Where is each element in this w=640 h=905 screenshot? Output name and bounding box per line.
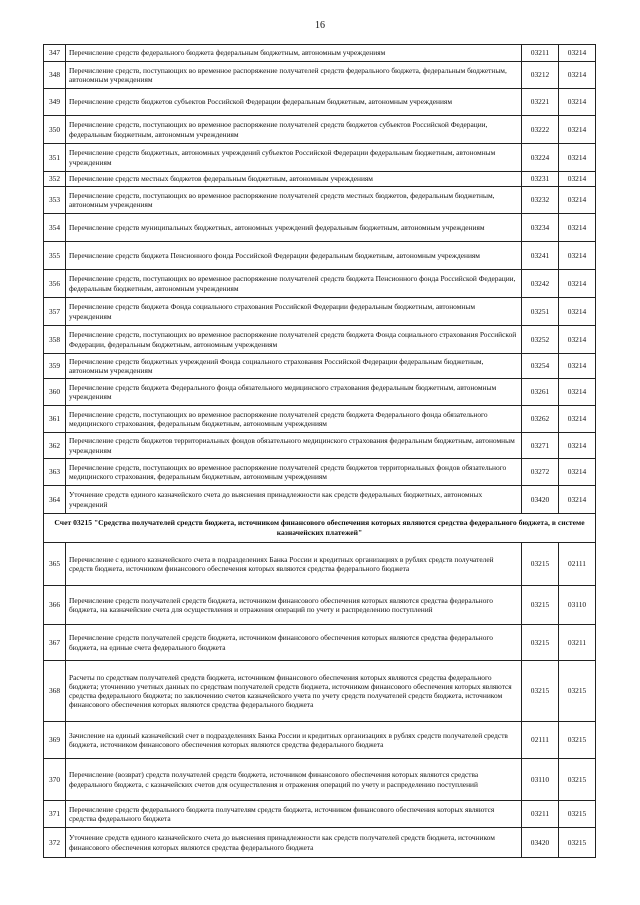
row-number: 349 (44, 89, 66, 116)
credit-code: 03215 (559, 801, 596, 828)
row-number: 356 (44, 270, 66, 298)
row-description: Уточнение средств единого казначейского счета до выяснения принадлежности как средств федеральных бюджетных, автономных учреждений (66, 486, 522, 514)
table-row (44, 759, 596, 801)
row-number: 353 (44, 187, 66, 214)
row-description: Перечисление средств муниципальных бюджетных, автономных учреждений федеральным бюджетным, автономным учреждениям (66, 214, 522, 242)
table-row (44, 433, 596, 459)
credit-code: 03214 (559, 242, 596, 270)
row-number: 368 (44, 661, 66, 722)
debit-code: 03241 (522, 242, 559, 270)
table-row (44, 89, 596, 116)
row-number: 350 (44, 116, 66, 144)
accounts-table (43, 44, 596, 858)
table-row (44, 144, 596, 172)
table-row (44, 172, 596, 187)
section-header-row (44, 514, 596, 543)
row-number: 359 (44, 354, 66, 379)
table-row (44, 459, 596, 486)
credit-code: 03214 (559, 433, 596, 459)
row-description: Перечисление средств получателей средств бюджета, источником финансового обеспечения которых являются средства федерального бюджета, на единые счета федерального бюджета (66, 625, 522, 661)
row-number: 367 (44, 625, 66, 661)
credit-code: 03214 (559, 354, 596, 379)
row-description: Уточнение средств единого казначейского счета до выяснения принадлежности как средств получателей средств бюджета, источником финансового обеспечения которых являются средства федерального бюджета (66, 828, 522, 858)
credit-code: 03215 (559, 722, 596, 759)
table-body-main (44, 45, 596, 514)
table-row (44, 187, 596, 214)
debit-code: 03211 (522, 45, 559, 62)
credit-code: 02111 (559, 543, 596, 586)
debit-code: 03251 (522, 298, 559, 326)
debit-code: 03420 (522, 486, 559, 514)
row-description: Перечисление с единого казначейского счета в подразделениях Банка России и кредитных организациях в рублях средств получателей средств бюджета, источником финансового обеспечения которых являются средства федерального бюджета (66, 543, 522, 586)
row-description: Перечисление средств местных бюджетов федеральным бюджетным, автономным учреждениям (66, 172, 522, 187)
debit-code: 03420 (522, 828, 559, 858)
table-row (44, 625, 596, 661)
row-number: 360 (44, 379, 66, 406)
row-description: Перечисление средств федерального бюджета федеральным бюджетным, автономным учреждениям (66, 45, 522, 62)
credit-code: 03214 (559, 486, 596, 514)
row-description: Перечисление средств, поступающих во временное распоряжение получателей средств федерального бюджета, федеральным бюджетным, автономным учреждениям (66, 62, 522, 89)
row-description: Перечисление средств бюджета Фонда социального страхования Российской Федерации федеральным бюджетным, автономным учреждениям (66, 298, 522, 326)
row-number: 352 (44, 172, 66, 187)
debit-code: 03234 (522, 214, 559, 242)
debit-code: 03254 (522, 354, 559, 379)
row-description: Зачисление на единый казначейский счет в подразделениях Банка России и кредитных организациях в рублях средств получателей средств бюджета, источником финансового обеспечения которых являются средства федерального бюджета (66, 722, 522, 759)
row-number: 347 (44, 45, 66, 62)
section-header-body (44, 514, 596, 543)
debit-code: 03224 (522, 144, 559, 172)
row-description: Перечисление средств бюджетов территориальных фондов обязательного медицинского страхования федеральным бюджетным, автономным учреждениям (66, 433, 522, 459)
table-row (44, 214, 596, 242)
debit-code: 02111 (522, 722, 559, 759)
debit-code: 03110 (522, 759, 559, 801)
debit-code: 03215 (522, 625, 559, 661)
debit-code: 03211 (522, 801, 559, 828)
row-number: 366 (44, 586, 66, 625)
table-body-section (44, 543, 596, 858)
credit-code: 03214 (559, 144, 596, 172)
row-description: Перечисление средств, поступающих во временное распоряжение получателей средств бюджета Фонда социального страхования Российской Федерации, федеральным бюджетным, автономным учреждениям (66, 326, 522, 354)
debit-code: 03221 (522, 89, 559, 116)
debit-code: 03271 (522, 433, 559, 459)
row-description: Перечисление средств федерального бюджета получателям средств бюджета, источником финансового обеспечения которых являются средства федерального бюджета (66, 801, 522, 828)
row-description: Перечисление средств, поступающих во временное распоряжение получателей средств бюджета Пенсионного фонда Российской Федерации, федеральным бюджетным, автономным учреждениям (66, 270, 522, 298)
table-row (44, 828, 596, 858)
credit-code: 03214 (559, 172, 596, 187)
table-row (44, 270, 596, 298)
row-description: Перечисление средств, поступающих во временное распоряжение получателей средств бюджета Федерального фонда обязательного медицинского страхования, федеральным бюджетным, автономным учреждениям (66, 406, 522, 433)
credit-code: 03211 (559, 625, 596, 661)
table-row (44, 661, 596, 722)
table-row (44, 801, 596, 828)
credit-code: 03214 (559, 62, 596, 89)
section-title: Счет 03215 "Средства получателей средств бюджета, источником финансового обеспечения которых являются средства федерального бюджета, в системе казначейских платежей" (44, 514, 596, 543)
credit-code: 03214 (559, 187, 596, 214)
credit-code: 03110 (559, 586, 596, 625)
row-number: 361 (44, 406, 66, 433)
row-number: 369 (44, 722, 66, 759)
row-number: 351 (44, 144, 66, 172)
table-row (44, 406, 596, 433)
row-number: 348 (44, 62, 66, 89)
row-number: 364 (44, 486, 66, 514)
credit-code: 03215 (559, 661, 596, 722)
table-row (44, 586, 596, 625)
row-number: 370 (44, 759, 66, 801)
row-number: 354 (44, 214, 66, 242)
row-description: Расчеты по средствам получателей средств бюджета, источником финансового обеспечения которых являются средства федерального бюджета; уточнению учетных данных по средствам получателей средств бюджета, источником финансового обеспечения которых являются средства федерального бюджета; по заключению счетов казначейского учета по учету средств получателей средств бюджета, источником финансового обеспечения которых являются средства федерального бюджета (66, 661, 522, 722)
table-row (44, 242, 596, 270)
debit-code: 03215 (522, 543, 559, 586)
debit-code: 03272 (522, 459, 559, 486)
credit-code: 03214 (559, 406, 596, 433)
row-number: 365 (44, 543, 66, 586)
table-row (44, 543, 596, 586)
credit-code: 03214 (559, 270, 596, 298)
row-description: Перечисление средств бюджетных, автономных учреждений субъектов Российской Федерации федеральным бюджетным, автономным учреждениям (66, 144, 522, 172)
table-row (44, 486, 596, 514)
credit-code: 03214 (559, 379, 596, 406)
debit-code: 03215 (522, 661, 559, 722)
row-description: Перечисление средств бюджетов субъектов Российской Федерации федеральным бюджетным, автономным учреждениям (66, 89, 522, 116)
debit-code: 03215 (522, 586, 559, 625)
credit-code: 03214 (559, 45, 596, 62)
debit-code: 03252 (522, 326, 559, 354)
row-number: 362 (44, 433, 66, 459)
table-row (44, 116, 596, 144)
debit-code: 03232 (522, 187, 559, 214)
credit-code: 03214 (559, 89, 596, 116)
row-number: 363 (44, 459, 66, 486)
row-number: 358 (44, 326, 66, 354)
row-description: Перечисление средств бюджета Федерального фонда обязательного медицинского страхования федеральным бюджетным, автономным учреждениям (66, 379, 522, 406)
credit-code: 03215 (559, 828, 596, 858)
credit-code: 03215 (559, 759, 596, 801)
row-number: 371 (44, 801, 66, 828)
credit-code: 03214 (559, 116, 596, 144)
credit-code: 03214 (559, 298, 596, 326)
table-row (44, 379, 596, 406)
row-number: 372 (44, 828, 66, 858)
row-description: Перечисление средств, поступающих во временное распоряжение получателей средств бюджетов территориальных фондов обязательного медицинского страхования, федеральным бюджетным, автономным учреждениям (66, 459, 522, 486)
row-description: Перечисление средств бюджета Пенсионного фонда Российской Федерации федеральным бюджетным, автономным учреждениям (66, 242, 522, 270)
row-description: Перечисление (возврат) средств получателей средств бюджета, источником финансового обеспечения которых являются средства федерального бюджета, с казначейских счетов для осуществления и отражения операций по учету и распределению поступлений (66, 759, 522, 801)
credit-code: 03214 (559, 459, 596, 486)
table-row (44, 326, 596, 354)
row-number: 357 (44, 298, 66, 326)
debit-code: 03222 (522, 116, 559, 144)
table-row (44, 62, 596, 89)
row-description: Перечисление средств, поступающих во временное распоряжение получателей средств бюджетов субъектов Российской Федерации, федеральным бюджетным, автономным учреждениям (66, 116, 522, 144)
page-number: 16 (315, 20, 325, 31)
row-description: Перечисление средств, поступающих во временное распоряжение получателей средств местных бюджетов, федеральным бюджетным, автономным учреждениям (66, 187, 522, 214)
debit-code: 03242 (522, 270, 559, 298)
row-number: 355 (44, 242, 66, 270)
debit-code: 03262 (522, 406, 559, 433)
row-description: Перечисление средств получателей средств бюджета, источником финансового обеспечения которых являются средства федерального бюджета, на казначейские счета для осуществления и отражения операций по учету и распределению поступлений (66, 586, 522, 625)
debit-code: 03231 (522, 172, 559, 187)
table-row (44, 722, 596, 759)
debit-code: 03212 (522, 62, 559, 89)
table-row (44, 298, 596, 326)
credit-code: 03214 (559, 326, 596, 354)
table-row (44, 354, 596, 379)
credit-code: 03214 (559, 214, 596, 242)
table-row (44, 45, 596, 62)
debit-code: 03261 (522, 379, 559, 406)
row-description: Перечисление средств бюджетных учреждений Фонда социального страхования Российской Федерации федеральным бюджетным, автономным учреждениям (66, 354, 522, 379)
